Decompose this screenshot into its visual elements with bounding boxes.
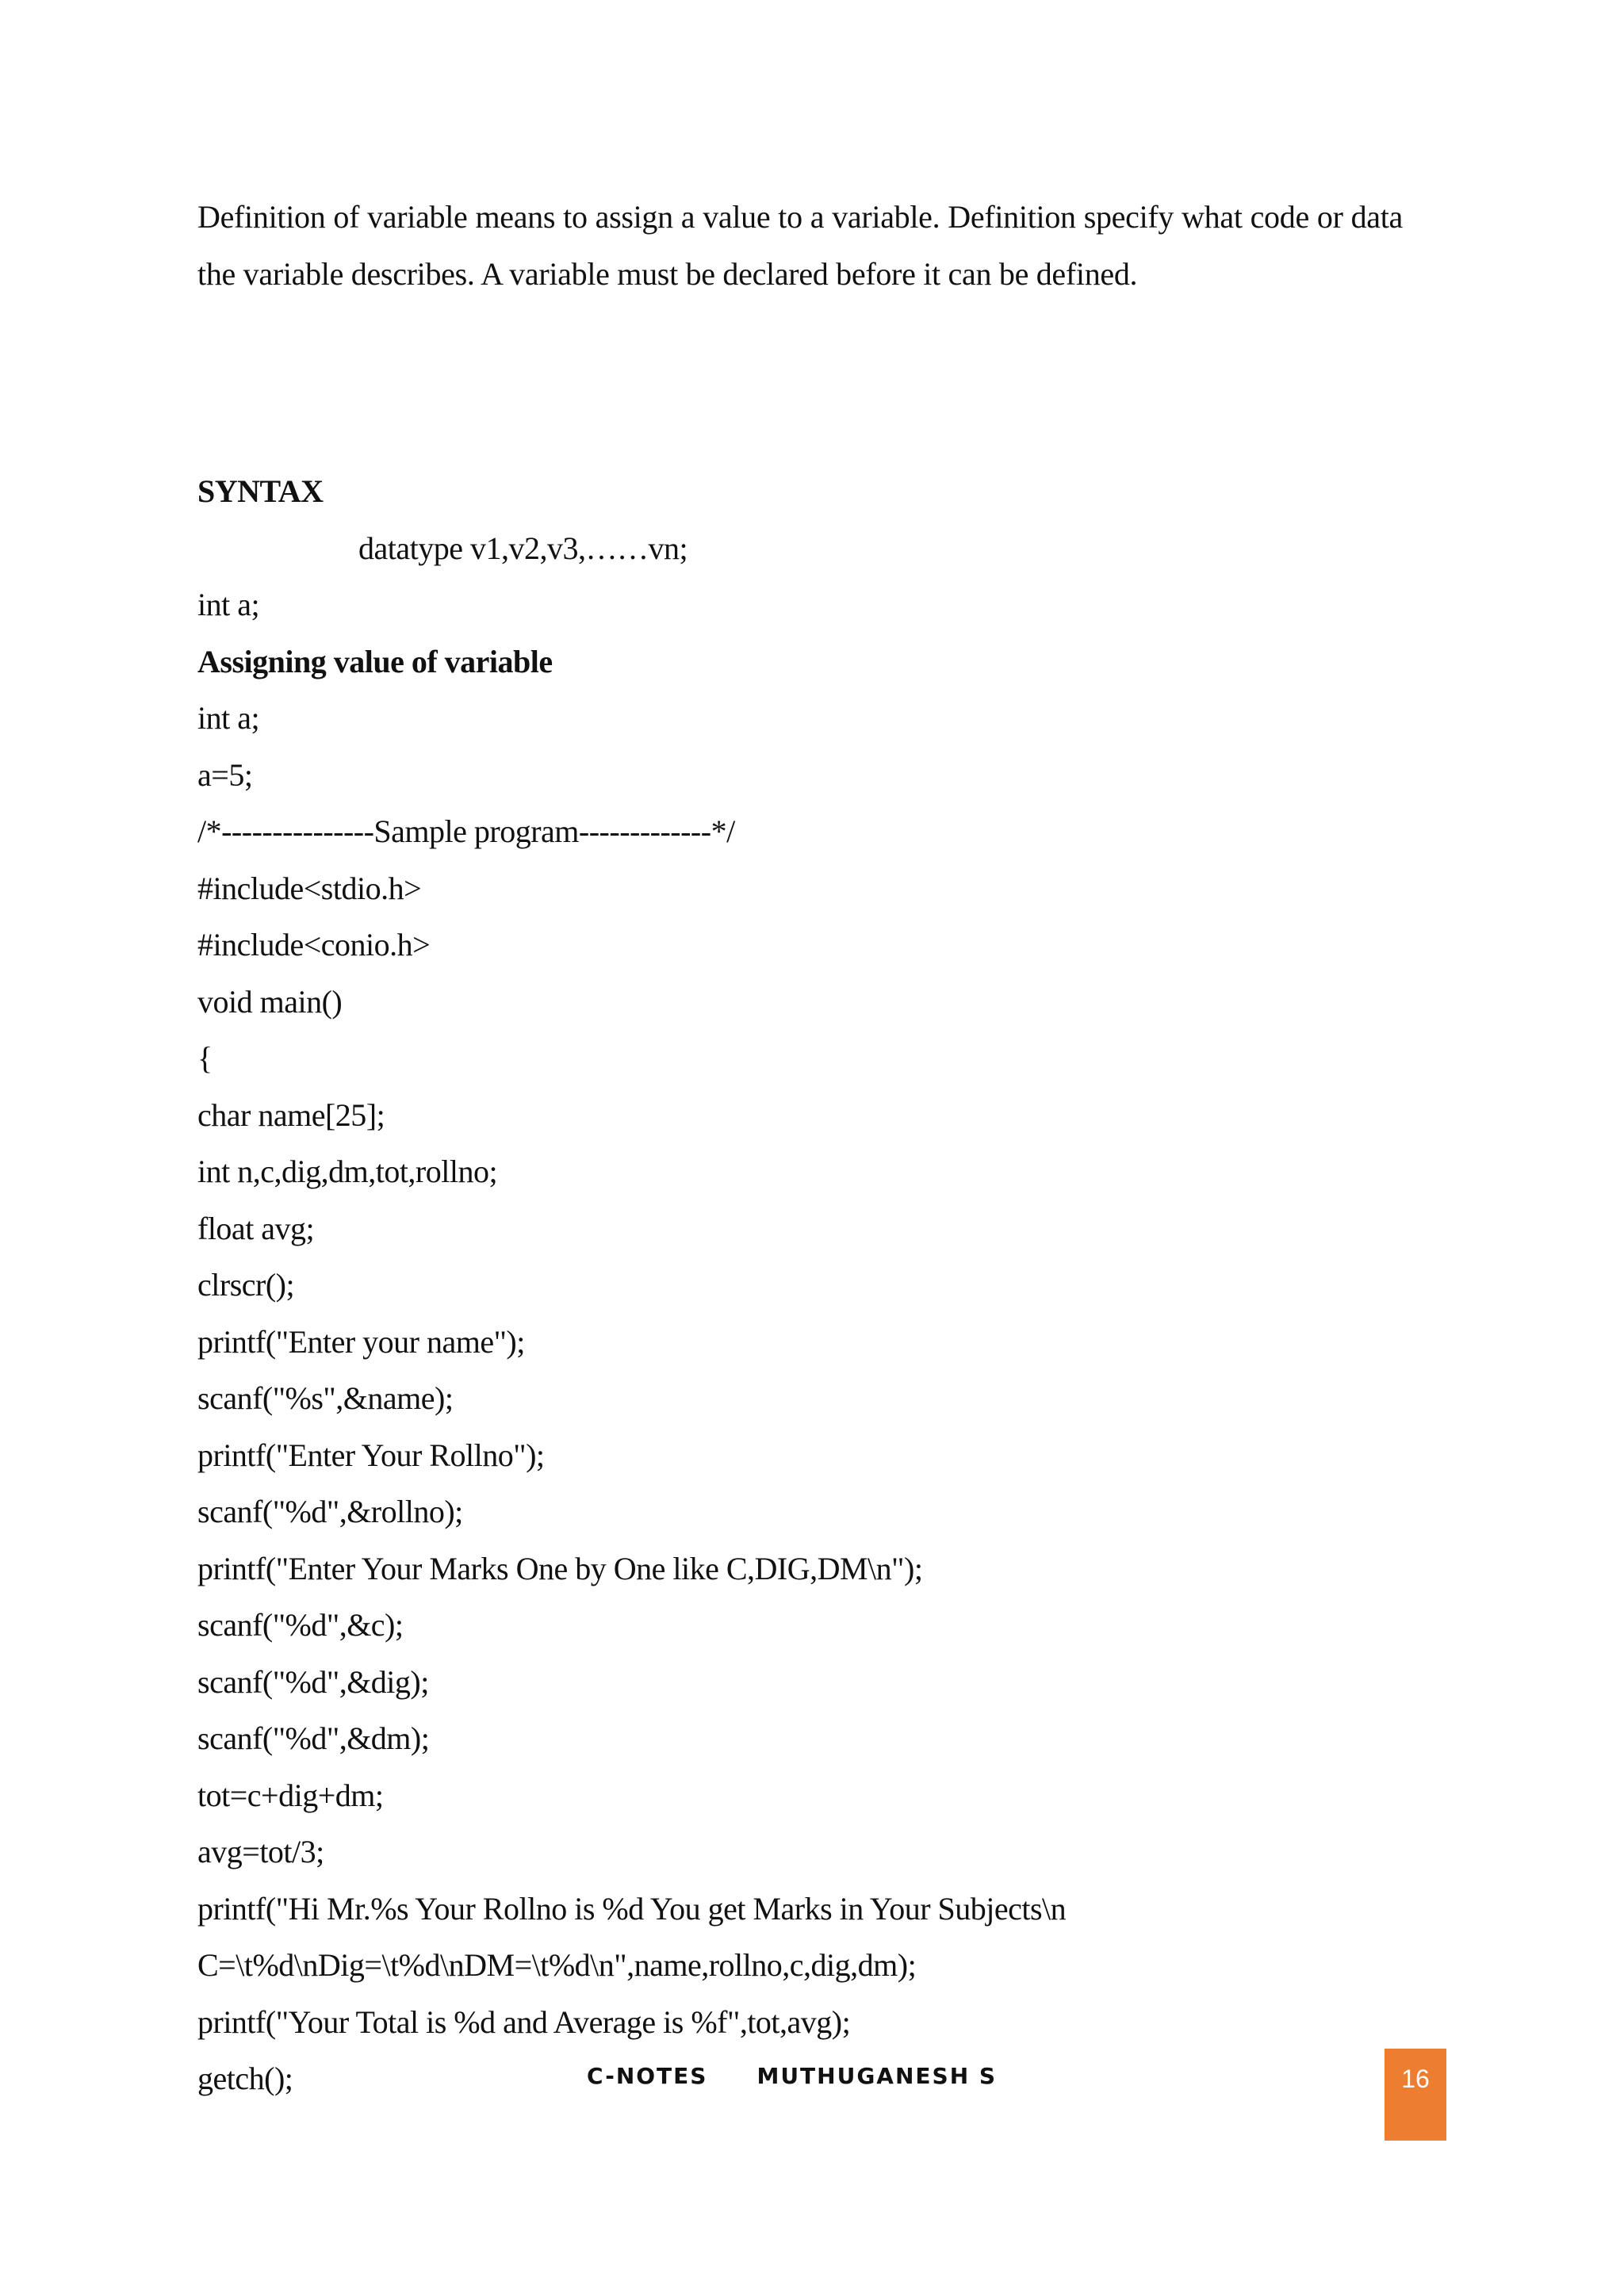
code-line: avg=tot/3; [197,1834,324,1869]
code-listing [197,803,1403,2107]
code-line: C=\t%d\nDig=\t%d\nDM=\t%d\n",name,rollno,c,dig,dm); [197,1947,917,1983]
code-line: printf("Enter your name"); [197,1323,525,1360]
syntax-heading: SYNTAX [197,473,324,509]
code-line: scanf("%d",&dig); [197,1663,429,1700]
code-line: /*---------------Sample program-------------*/ [197,813,735,849]
code-line: printf("Hi Mr.%s Your Rollno is %d You get Marks in Your Subjects\n [197,1890,1067,1927]
syntax-form: datatype v1,v2,v3,……vn; [358,530,688,566]
code-line: char name[25]; [197,1096,385,1133]
section-spacer [197,303,1403,463]
code-line: tot=c+dig+dm; [197,1777,384,1813]
intro-paragraph: Definition of variable means to assign a value to a variable. Definition specify what code or data the variable describes. A variable must be declared before it can be defined. [197,199,1403,292]
code-line: printf("Enter Your Marks One by One like C,DIG,DM\n"); [197,1550,923,1586]
assigning-heading: Assigning value of variable [197,643,553,679]
code-line: { [197,1040,213,1076]
page-number: 16 [1401,2064,1430,2093]
assigning-line: a=5; [197,756,253,793]
code-line: scanf("%d",&dm); [197,1720,430,1756]
footer-author: MUTHUGANESH S [756,2063,998,2089]
syntax-example: int a; [197,587,260,622]
page-number-badge [1385,2049,1446,2141]
code-line: getch(); [197,2061,293,2096]
code-line: #include<conio.h> [197,927,431,962]
assigning-line: int a; [197,700,260,736]
page-footer [587,2063,997,2089]
code-line: int n,c,dig,dm,tot,rollno; [197,1154,498,1189]
code-line: void main() [197,983,343,1020]
code-line: scanf("%d",&rollno); [197,1494,463,1529]
code-line: float avg; [197,1210,315,1246]
code-line: scanf("%d",&c); [197,1607,404,1643]
code-line: #include<stdio.h> [197,870,422,906]
code-line: scanf("%s",&name); [197,1380,454,1416]
code-line: printf("Enter Your Rollno"); [197,1437,545,1473]
code-line: clrscr(); [197,1267,295,1303]
footer-title: C-NOTES [587,2063,708,2089]
code-line: printf("Your Total is %d and Average is %f",tot,avg); [197,2003,851,2040]
page-content [197,189,1403,2107]
